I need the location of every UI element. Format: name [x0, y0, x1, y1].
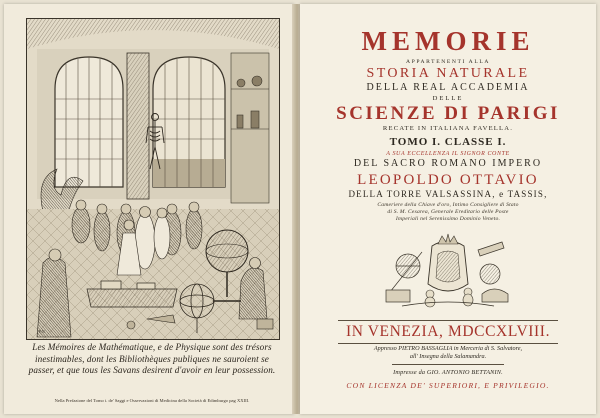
imprint-place-date: IN VENEZIA, MDCCXLVIII. — [345, 323, 551, 340]
subtitle-accademia: DELLA REAL ACCADEMIA — [366, 82, 530, 93]
dedicatee-title-line: di S. M. Cesarea, Generale Ereditario delle Poste — [387, 209, 509, 215]
rule-divider — [392, 364, 504, 365]
volume-label: TOMO I. CLASSE I. — [389, 136, 507, 148]
publisher-line: Appresso PIETRO BASSAGLIA in Merceria di S. Salvatore, — [373, 345, 523, 352]
laboratory-scene-illustration — [27, 19, 279, 339]
main-title: MEMORIE — [361, 26, 535, 56]
caption-line: inestimables, dont les Bibliothèques publiques ne sauroient se — [35, 353, 269, 364]
rule-divider — [338, 343, 558, 344]
title-page — [300, 4, 596, 414]
frontispiece-caption — [22, 342, 282, 377]
subtitle-recate: RECATE IN ITALIANA FAVELLA. — [382, 125, 514, 132]
frontispiece-engraving — [26, 18, 280, 340]
dedicatee-title-line: Imperiali nel Serenissimo Dominio Veneto. — [395, 216, 501, 222]
license-line: CON LICENZA DE' SUPERIORI, E PRIVILEGIO. — [346, 381, 550, 390]
dedicatee-name: LEOPOLDO OTTAVIO — [357, 172, 539, 188]
dedicatee-title-line: Cameriere della Chiave d'oro, Intimo Consigliere di Stato — [377, 202, 519, 208]
publisher-line: all' Insegna della Salamandra. — [409, 353, 487, 360]
svg-text:P.N.: P.N. — [39, 329, 46, 334]
source-note: Nella Prefazione del Tomo i. de' Saggi e Osservazioni di Medicina della Società di Edimburgo pag XXIII. — [54, 398, 250, 403]
subtitle-delle: DELLE — [432, 95, 464, 102]
subtitle-appartenenti: APPARTENENTI ALLA — [406, 59, 490, 65]
frontispiece-page — [4, 4, 294, 414]
caption-line: Les Mémoires de Mathématique, e de Physique sont des trésors — [32, 342, 272, 352]
rule-divider — [338, 320, 558, 321]
dedication-sacro: DEL SACRO ROMANO IMPERO — [353, 158, 543, 169]
dedication-intro: A SUA ECCELLENZA IL SIGNOR CONTE — [386, 151, 510, 157]
subtitle-storia: STORIA NATURALE — [366, 66, 530, 81]
dedicatee-family: DELLA TORRE VALSASSINA, e TASSIS, — [348, 189, 548, 199]
subtitle-scienze: SCIENZE DI PARIGI — [336, 103, 560, 124]
printer-line: Impresse da GIO. ANTONIO BETTANIN. — [393, 369, 503, 376]
printers-vignette-illustration — [382, 232, 514, 308]
caption-line: passer, et que tous les Savans desirent d'avoir en leur possession. — [28, 365, 276, 375]
